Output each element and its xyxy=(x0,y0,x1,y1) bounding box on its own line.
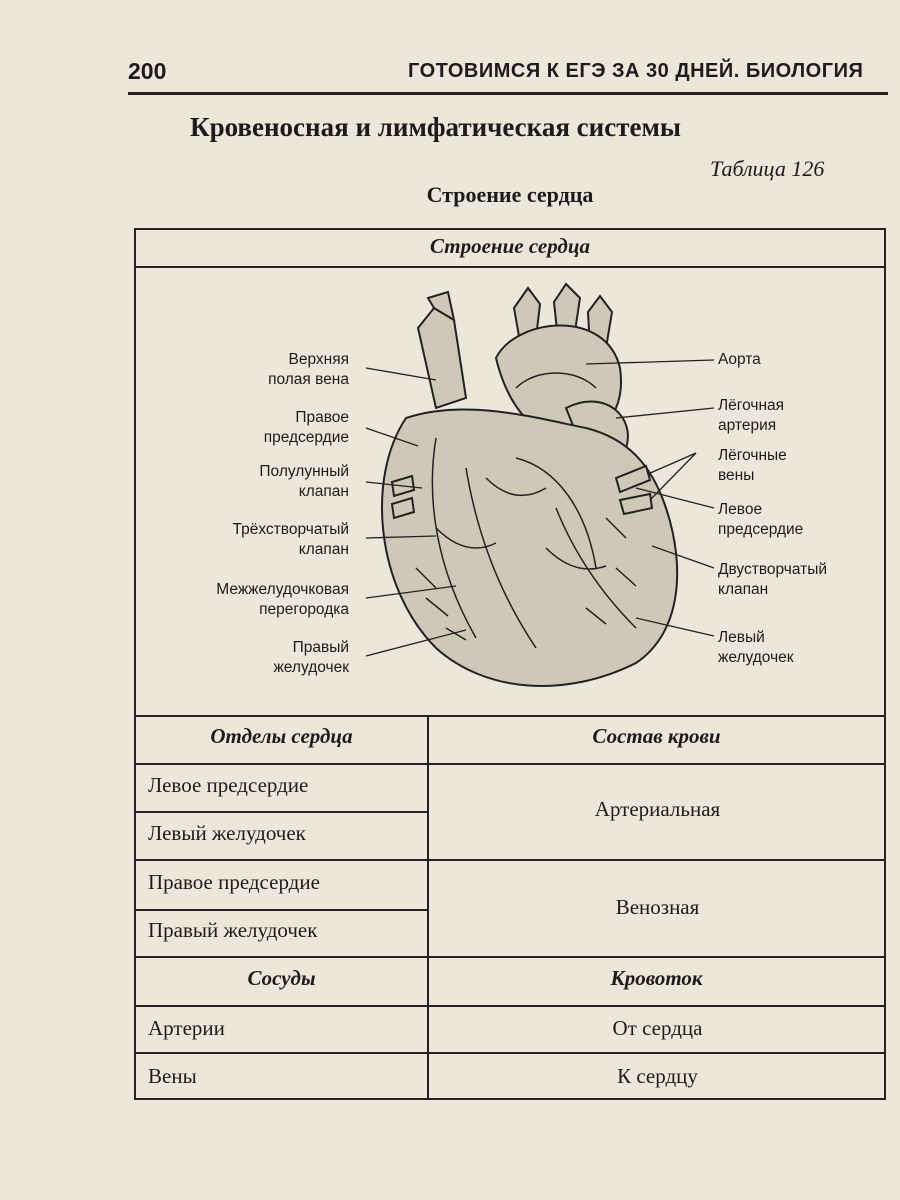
section-title: Кровеносная и лимфатическая системы xyxy=(190,112,681,142)
row-divider xyxy=(136,715,884,717)
cell-veins: Вены xyxy=(148,1064,197,1088)
label-aorta: Аорта xyxy=(718,351,761,368)
row-divider xyxy=(136,909,427,911)
row-divider xyxy=(136,956,884,958)
blood-header: Состав крови xyxy=(592,724,721,748)
label-pulmonary-veins: Лёгочные вены xyxy=(718,447,787,484)
cell-right-ventricle: Правый желудочек xyxy=(148,918,318,942)
row-divider xyxy=(136,1005,884,1007)
row-divider xyxy=(136,763,884,765)
label-mitral-valve: Двустворчатый клапан xyxy=(718,561,828,598)
cell-to-heart: К сердцу xyxy=(617,1064,698,1088)
cell-arteries: Артерии xyxy=(148,1016,225,1040)
cell-from-heart: От сердца xyxy=(612,1016,703,1040)
table-label: Таблица 126 xyxy=(710,156,825,181)
label-superior-vena-cava: Верхняя полая вена xyxy=(268,351,349,388)
header-rule xyxy=(128,92,888,95)
vessels-header: Сосуды xyxy=(247,966,316,990)
cell-left-ventricle: Левый желудочек xyxy=(148,821,306,845)
cell-left-atrium: Левое предсердие xyxy=(148,773,309,797)
row-divider xyxy=(136,1052,884,1054)
running-head: ГОТОВИМСЯ К ЕГЭ ЗА 30 ДНЕЙ. БИОЛОГИЯ xyxy=(408,60,864,82)
diagram-header: Строение сердца xyxy=(429,234,591,258)
row-divider xyxy=(136,811,427,813)
label-interventricular-septum: Межжелудочковая перегородка xyxy=(216,581,349,618)
label-tricuspid-valve: Трёхстворчатый клапан xyxy=(232,521,349,558)
heart-diagram xyxy=(136,268,884,714)
cell-arterial: Артериальная xyxy=(594,797,721,821)
flow-header: Кровоток xyxy=(610,966,703,990)
label-pulmonary-artery: Лёгочная артерия xyxy=(718,397,785,434)
label-right-atrium: Правое предсердие xyxy=(263,409,349,446)
heart-table xyxy=(134,228,886,1100)
label-right-ventricle: Правый желудочек xyxy=(273,639,349,676)
label-left-ventricle: Левый желудочек xyxy=(718,629,794,666)
cell-venous: Венозная xyxy=(615,895,700,919)
chambers-header: Отделы сердца xyxy=(210,724,353,748)
label-semilunar-valve: Полулунный клапан xyxy=(259,463,349,500)
label-left-atrium: Левое предсердие xyxy=(718,501,804,538)
cell-right-atrium: Правое предсердие xyxy=(148,870,320,894)
page-number: 200 xyxy=(128,58,167,84)
row-divider xyxy=(136,859,884,861)
table-caption: Строение сердца xyxy=(426,182,594,207)
